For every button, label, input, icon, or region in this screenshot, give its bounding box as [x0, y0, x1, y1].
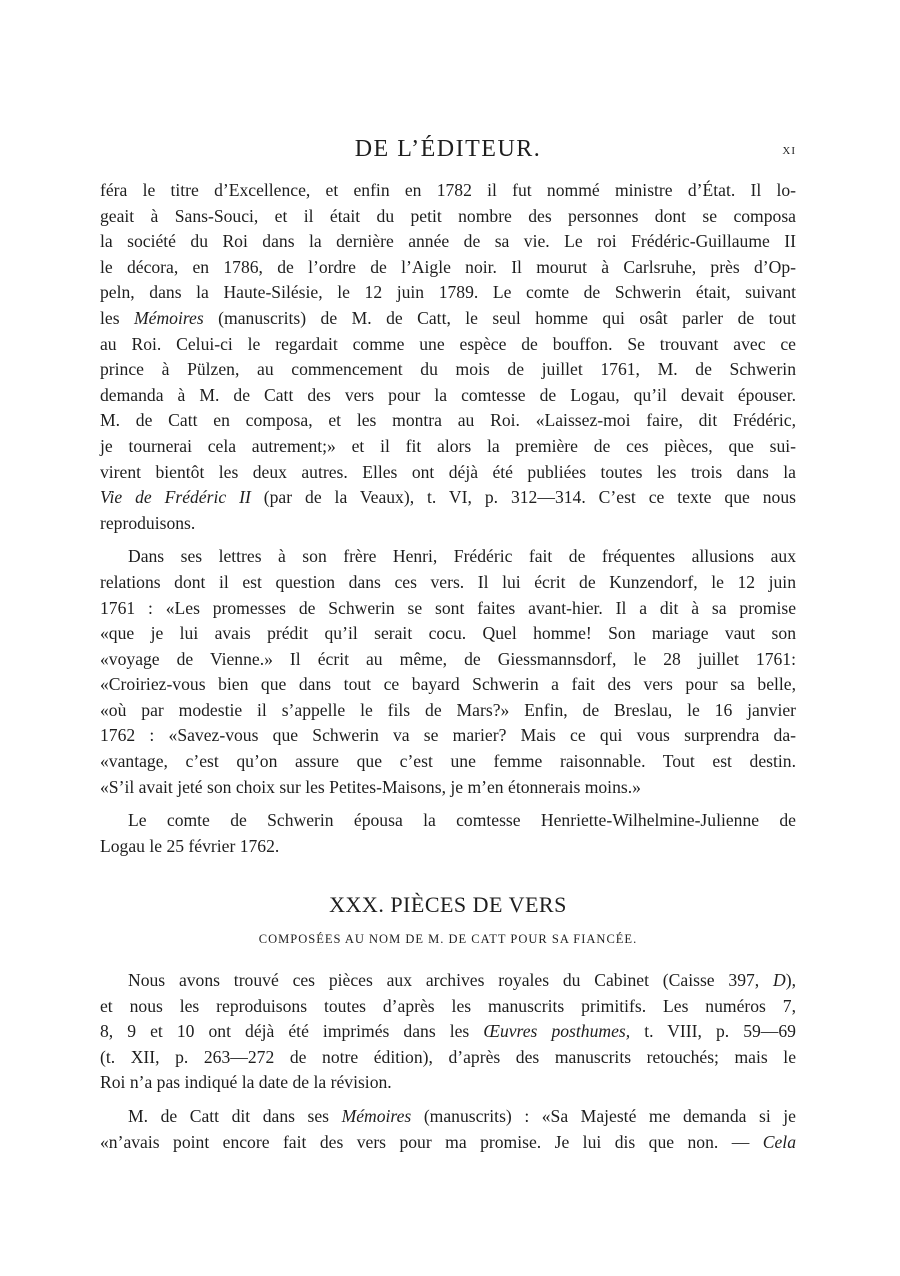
section-title: XXX. PIÈCES DE VERS: [329, 892, 567, 917]
text-line: [100, 485, 796, 511]
italic-title: Mémoires: [134, 307, 204, 328]
text-line: virent bientôt les deux autres. Elles ont déjà été publiées toutes les trois dans la: [100, 461, 796, 482]
text-line: [100, 1019, 796, 1045]
text-line: reproduisons.: [100, 512, 196, 533]
text-run: «n’avais point encore fait des vers pour ma promise. Je lui dis que non. —: [100, 1131, 750, 1152]
body-text-lower: [100, 968, 796, 1155]
text-line: «voyage de Vienne.» Il écrit au même, de Giessmannsdorf, le 28 juillet 1761:: [100, 648, 796, 669]
text-run: Nous avons trouvé ces pièces aux archives royales du Cabinet (Caisse 397,: [128, 970, 760, 990]
text-line: [100, 306, 796, 332]
text-line: «S’il avait jeté son choix sur les Petites-Maisons, je m’en étonnerais moins.»: [100, 776, 641, 797]
text-run: 8, 9 et 10 ont déjà été imprimés dans les: [100, 1021, 470, 1042]
text-line: «vantage, c’est qu’on assure que c’est une femme raisonnable. Tout est destin.: [100, 751, 796, 772]
paragraph: [100, 178, 796, 536]
text-line: [100, 1104, 796, 1130]
text-line: 1761 : «Les promesses de Schwerin se sont faites avant-hier. Il a dit à sa promise: [100, 597, 796, 618]
page-number: xi: [782, 142, 796, 158]
text-run: (manuscrits) : «Sa Majesté me demanda si je: [423, 1105, 796, 1126]
text-run: M. de Catt dit dans ses: [128, 1105, 330, 1126]
text-line: le décora, en 1786, de l’ordre de l’Aigle noir. Il mourut à Carlsruhe, près d’Op-: [100, 256, 796, 277]
text-run: t. VIII, p. 59—69: [644, 1021, 796, 1042]
text-line: relations dont il est question dans ces vers. Il lui écrit de Kunzendorf, le 12 juin: [100, 571, 796, 592]
text-line: Roi n’a pas indiqué la date de la révision.: [100, 1072, 392, 1093]
text-line: la société du Roi dans la dernière année de sa vie. Le roi Frédéric-Guillaume II: [100, 231, 796, 252]
italic-title: Mémoires: [341, 1105, 412, 1126]
text-line: Le comte de Schwerin épousa la comtesse Henriette-Wilhelmine-Julienne de: [128, 810, 796, 831]
text-line: Logau le 25 février 1762.: [100, 835, 280, 856]
text-line: au Roi. Celui-ci le regardait comme une espèce de bouffon. Se trouvant avec ce: [100, 333, 796, 354]
paragraph: [100, 968, 796, 1096]
text-line: prince à Pülzen, au commencement du mois de juillet 1761, M. de Schwerin: [100, 359, 796, 380]
body-text-upper: [100, 178, 796, 859]
text-line: je tournerai cela autrement;» et il fit alors la première de ces pièces, que sui-: [100, 435, 796, 456]
text-line: demanda à M. de Catt des vers pour la comtesse de Logau, qu’il devait épouser.: [100, 384, 796, 405]
text-line: [100, 968, 796, 994]
text-run: ),: [785, 970, 796, 990]
text-run: les: [100, 307, 120, 328]
italic-letter: D: [773, 970, 786, 990]
text-line: «où par modestie il s’appelle le fils de Mars?» Enfin, de Breslau, le 16 janvier: [100, 699, 796, 720]
paragraph: [100, 808, 796, 859]
text-run: (par de la Veaux), t. VI, p. 312—314. C’est ce texte que nous: [263, 487, 796, 508]
italic-word: Cela: [762, 1131, 796, 1152]
running-title: DE L’ÉDITEUR.: [354, 136, 542, 162]
italic-title: Vie de Frédéric II: [100, 487, 251, 508]
text-line: et nous les reproduisons toutes d’après les manuscrits primitifs. Les numéros 7,: [100, 995, 796, 1016]
text-line: «Croiriez-vous bien que dans tout ce bayard Schwerin a fait des vers pour sa belle,: [100, 674, 796, 695]
paragraph: [100, 544, 796, 800]
section-subtitle: COMPOSÉES AU NOM DE M. DE CATT POUR SA FIANCÉE.: [258, 932, 638, 946]
text-line: féra le titre d’Excellence, et enfin en 1782 il fut nommé ministre d’État. Il lo-: [100, 180, 796, 200]
text-line: [100, 1130, 796, 1156]
paragraph: [100, 1104, 796, 1155]
text-run: (manuscrits) de M. de Catt, le seul homme qui osât parler de tout: [218, 307, 797, 328]
text-line: Dans ses lettres à son frère Henri, Frédéric fait de fréquentes allusions aux: [128, 546, 796, 567]
text-line: peln, dans la Haute-Silésie, le 12 juin 1789. Le comte de Schwerin était, suivant: [100, 282, 796, 303]
page-header: [100, 136, 796, 170]
text-line: geait à Sans-Souci, et il était du petit nombre des personnes dont se composa: [100, 205, 796, 226]
text-line: (t. XII, p. 263—272 de notre édition), d’après des manuscrits retouchés; mais le: [100, 1046, 796, 1067]
italic-title: Œuvres posthumes,: [483, 1021, 631, 1042]
text-line: M. de Catt en composa, et les montra au Roi. «Laissez-moi faire, dit Frédéric,: [100, 410, 796, 431]
text-line: «que je lui avais prédit qu’il serait cocu. Quel homme! Son mariage vaut son: [100, 623, 796, 644]
text-line: 1762 : «Savez-vous que Schwerin va se marier? Mais ce qui vous surprendra da-: [100, 725, 796, 746]
